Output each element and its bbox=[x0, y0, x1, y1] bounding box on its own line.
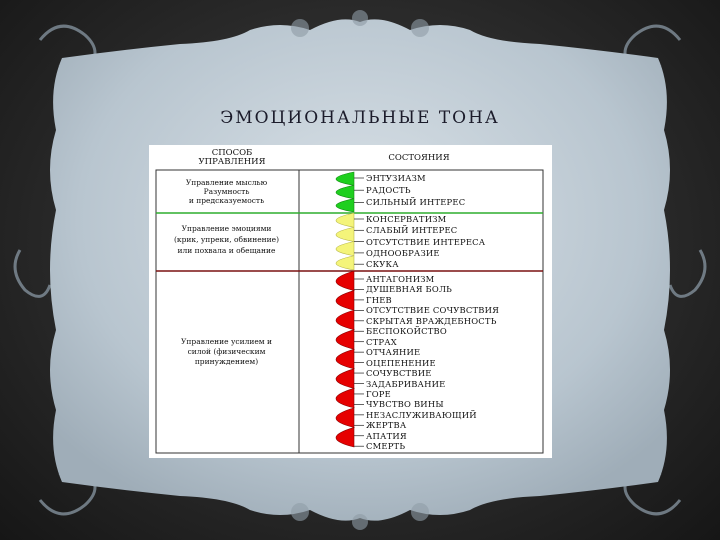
state-label: РАДОСТЬ bbox=[366, 185, 411, 196]
state-label: НЕЗАСЛУЖИВАЮЩИЙ bbox=[366, 409, 477, 420]
control-force-line2: силой (физическим bbox=[187, 347, 266, 356]
state-label: ОТСУТСТВИЕ СОЧУВСТВИЯ bbox=[366, 305, 500, 316]
control-thought-line1: Управление мыслью bbox=[185, 178, 268, 187]
header-method-line2: УПРАВЛЕНИЯ bbox=[198, 157, 266, 167]
state-label: СЛАБЫЙ ИНТЕРЕС bbox=[366, 225, 458, 236]
emotional-tones-table bbox=[149, 145, 552, 458]
control-thought-line2: Разумность bbox=[203, 187, 250, 196]
state-label: АПАТИЯ bbox=[366, 430, 407, 441]
control-emotion-line2: (крик, упреки, обвинение) bbox=[173, 235, 280, 244]
state-label: ДУШЕВНАЯ БОЛЬ bbox=[366, 284, 453, 295]
state-label: ОДНООБРАЗИЕ bbox=[366, 247, 440, 258]
state-label: СОЧУВСТВИЕ bbox=[366, 368, 432, 379]
state-label: ЖЕРТВА bbox=[366, 420, 407, 431]
state-label: ОТЧАЯНИЕ bbox=[366, 347, 421, 358]
state-label: ГНЕВ bbox=[366, 294, 392, 305]
state-label: СИЛЬНЫЙ ИНТЕРЕС bbox=[366, 197, 466, 208]
state-label: СМЕРТЬ bbox=[366, 441, 406, 452]
yellow-tone-band bbox=[336, 213, 354, 270]
control-emotion-line3: или похвала и обещание bbox=[177, 246, 276, 255]
state-label: СТРАХ bbox=[366, 336, 397, 347]
state-label: СКРЫТАЯ ВРАЖДЕБНОСТЬ bbox=[366, 315, 497, 326]
control-force-line3: принуждением) bbox=[194, 357, 259, 366]
header-method-line1: СПОСОБ bbox=[211, 148, 253, 158]
red-tone-band bbox=[336, 271, 354, 447]
state-label: ЗАДАБРИВАНИЕ bbox=[366, 378, 446, 389]
state-label: ЭНТУЗИАЗМ bbox=[366, 173, 426, 183]
state-label: ЧУВСТВО ВИНЫ bbox=[366, 399, 444, 410]
control-emotion-line1: Управление эмоциями bbox=[181, 224, 272, 233]
state-label: ОЦЕПЕНЕНИЕ bbox=[366, 357, 436, 368]
state-label: КОНСЕРВАТИЗМ bbox=[366, 214, 447, 224]
state-label: СКУКА bbox=[366, 259, 399, 270]
control-force-line1: Управление усилием и bbox=[181, 337, 272, 346]
state-label: ГОРЕ bbox=[366, 388, 391, 399]
state-label: БЕСПОКОЙСТВО bbox=[366, 326, 447, 337]
header-states: СОСТОЯНИЯ bbox=[388, 153, 450, 163]
slide-title: ЭМОЦИОНАЛЬНЫЕ ТОНА bbox=[220, 108, 500, 128]
green-tone-band bbox=[336, 172, 354, 212]
state-label: АНТАГОНИЗМ bbox=[366, 274, 435, 284]
state-label: ОТСУТСТВИЕ ИНТЕРЕСА bbox=[366, 236, 486, 247]
control-thought-line3: и предсказуемость bbox=[188, 196, 265, 205]
